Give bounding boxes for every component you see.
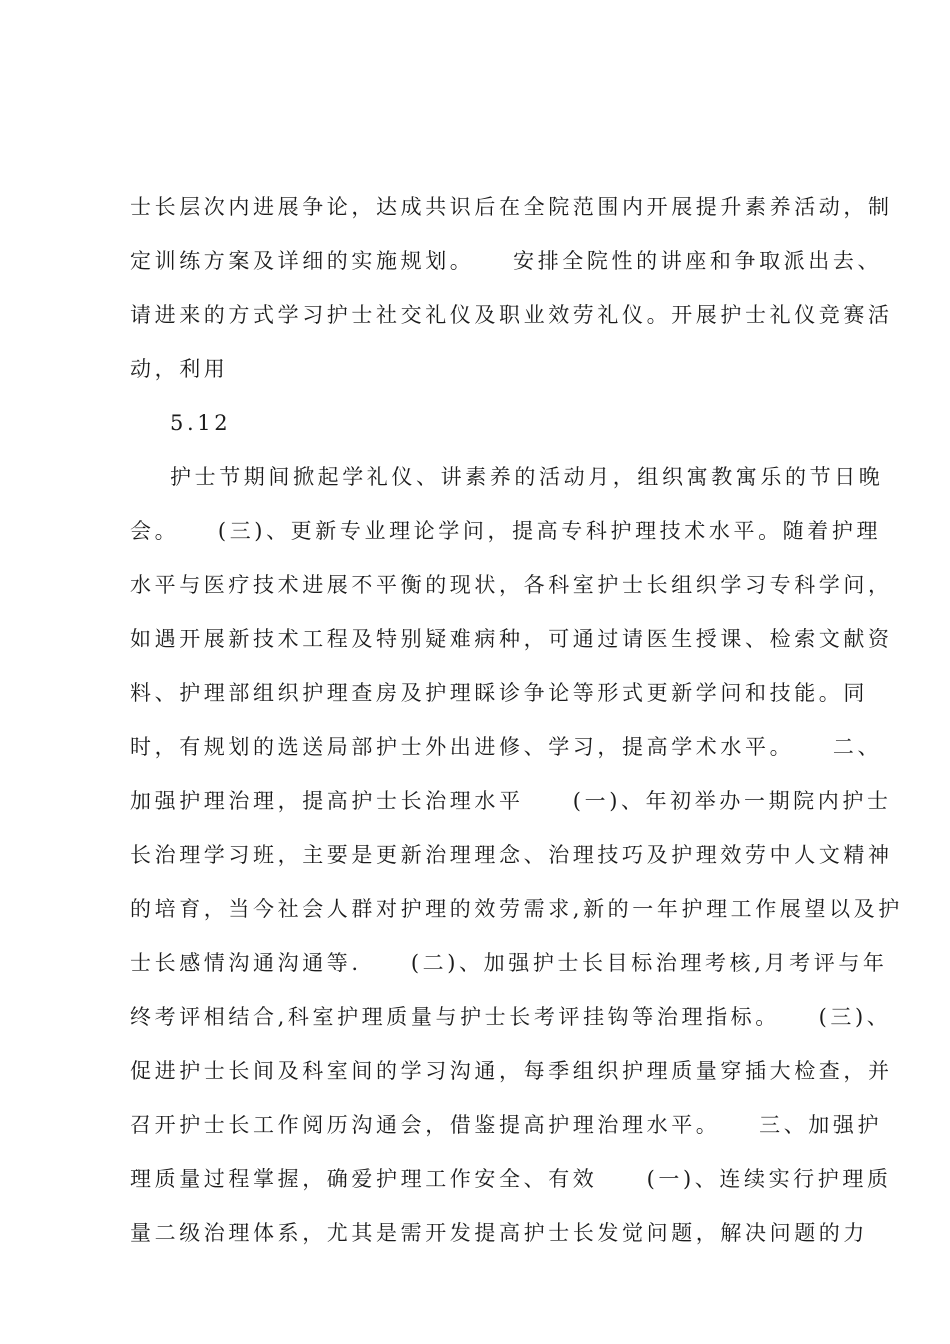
text-line: 请进来的方式学习护士社交礼仪及职业效劳礼仪。开展护士礼仪竞赛活 (130, 303, 893, 327)
text-line: 加强护理治理，提高护士长治理水平 (一)、年初举办一期院内护士 (130, 789, 892, 813)
text-line: 料、护理部组织护理查房及护理睬诊争论等形式更新学问和技能。同 (130, 681, 868, 705)
text-line: 长治理学习班，主要是更新治理理念、治理技巧及护理效劳中人文精神 (130, 843, 893, 867)
text-line: 水平与医疗技术进展不平衡的现状，各科室护士长组织学习专科学问， (130, 573, 893, 597)
text-line: 士长感情沟通沟通等. (二)、加强护士长目标治理考核,月考评与年 (130, 951, 888, 975)
text-line: 促进护士长间及科室间的学习沟通，每季组织护理质量穿插大检查，并 (130, 1059, 893, 1083)
text-line: 士长层次内进展争论，达成共识后在全院范围内开展提升素养活动，制 (130, 195, 893, 219)
text-line: 量二级治理体系，尤其是需开发提高护士长发觉问题，解决问题的力 (130, 1221, 868, 1245)
text-line: 5.12 (170, 411, 232, 435)
text-line: 终考评相结合,科室护理质量与护士长考评挂钩等治理指标。 (三)、 (130, 1005, 892, 1029)
text-line: 的培育，当今社会人群对护理的效劳需求,新的一年护理工作展望以及护 (130, 897, 903, 921)
text-line: 时，有规划的选送局部护士外出进修、学习，提高学术水平。 二、 (130, 735, 883, 759)
text-line: 召开护士长工作阅历沟通会，借鉴提高护理治理水平。 三、加强护 (130, 1113, 883, 1137)
text-line: 护士节期间掀起学礼仪、讲素养的活动月，组织寓教寓乐的节日晚 (170, 465, 884, 489)
document-body (130, 180, 903, 1260)
text-line: 动，利用 (130, 357, 229, 381)
text-line: 会。 (三)、更新专业理论学问，提高专科护理技术水平。随着护理 (130, 519, 882, 543)
text-line: 理质量过程掌握，确爱护理工作安全、有效 (一)、连续实行护理质 (130, 1167, 892, 1191)
text-line: 如遇开展新技术工程及特别疑难病种，可通过请医生授课、检索文献资 (130, 627, 893, 651)
text-line: 定训练方案及详细的实施规划。 安排全院性的讲座和争取派出去、 (130, 249, 883, 273)
